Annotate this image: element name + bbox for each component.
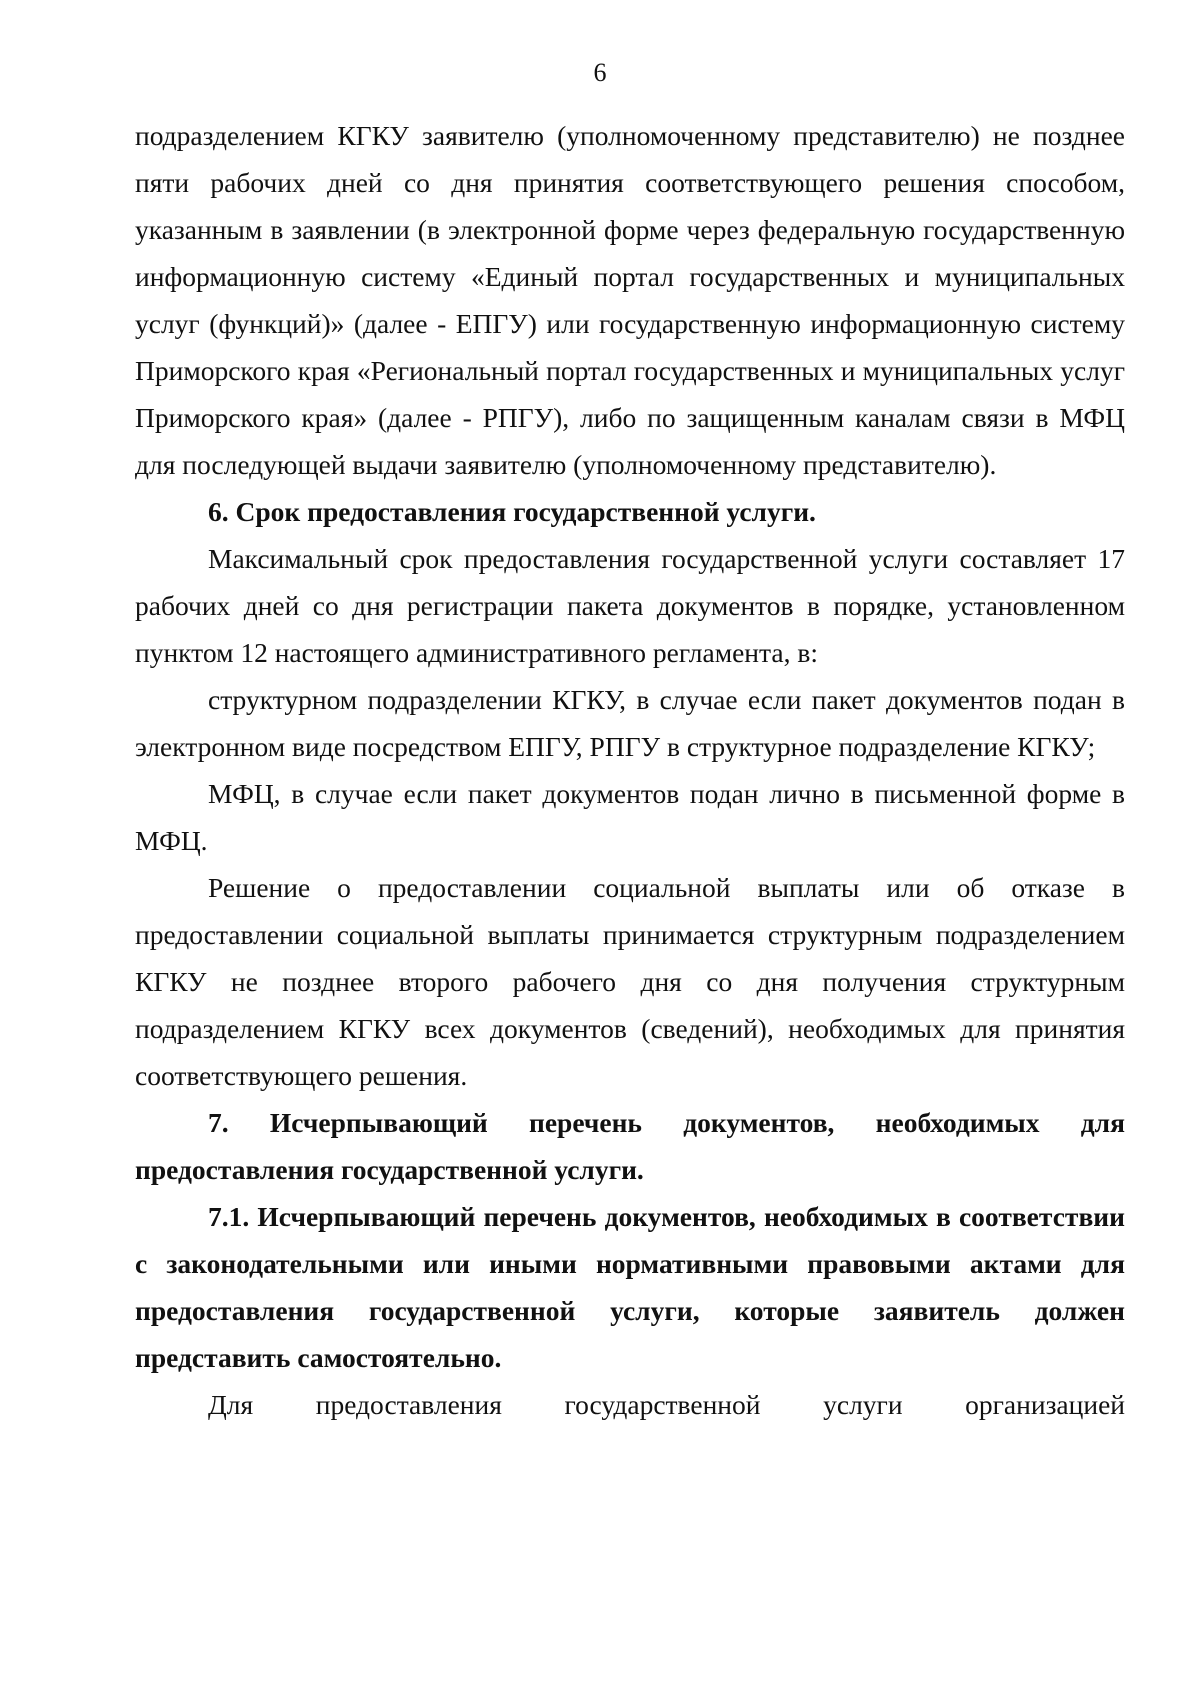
paragraph-max-term: Максимальный срок предоставления государственной услуги составляет 17 рабочих дней со дня регистрации пакета документов в порядке, установленном пунктом 12 настоящего административного регламента, в:	[135, 543, 1125, 668]
section-heading-7-1: 7.1. Исчерпывающий перечень документов, необходимых в соответствии с законодательными или иными нормативными правовыми актами для предоставления государственной услуги, которые заявитель должен представить самостоятельно.	[135, 1201, 1125, 1373]
paragraph-result-delivery: подразделением КГКУ заявителю (уполномоченному представителю) не позднее пяти рабочих дней со дня принятия соответствующего решения способом, указанным в заявлении (в электронной форме через федеральную государственную информационную систему «Единый портал государственных и муниципальных услуг (функций)» (далее - ЕПГУ) или государственную информационную систему Приморского края «Региональный портал государственных и муниципальных услуг Приморского края» (далее - РПГУ), либо по защищенным каналам связи в МФЦ для последующей выдачи заявителю (уполномоченному представителю).	[135, 120, 1125, 480]
paragraph-decision-term: Решение о предоставлении социальной выплаты или об отказе в предоставлении социальной выплаты принимается структурным подразделением КГКУ не позднее второго рабочего дня со дня получения структурным подразделением КГКУ всех документов (сведений), необходимых для принятия соответствующего решения.	[135, 872, 1125, 1091]
paragraph-mfc-case: МФЦ, в случае если пакет документов подан лично в письменной форме в МФЦ.	[135, 778, 1125, 856]
section-heading-7: 7. Исчерпывающий перечень документов, необходимых для предоставления государственной услуги.	[135, 1107, 1125, 1185]
page-number: 6	[593, 58, 607, 87]
section-heading-6: 6. Срок предоставления государственной услуги.	[208, 496, 816, 527]
document-body	[135, 112, 1125, 1428]
paragraph-organization: Для предоставления государственной услуги организацией	[208, 1389, 1125, 1420]
paragraph-kgku-case: структурном подразделении КГКУ, в случае если пакет документов подан в электронном виде посредством ЕПГУ, РПГУ в структурное подразделение КГКУ;	[135, 684, 1125, 762]
